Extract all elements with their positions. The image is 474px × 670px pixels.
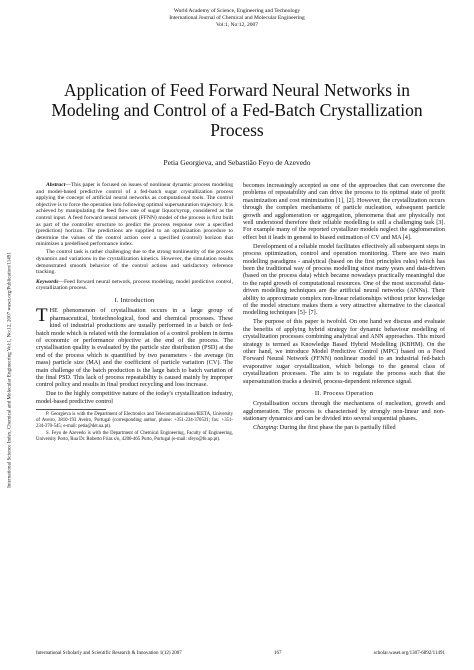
footer-url: scholar.waset.org/1307-6892/11491 [373, 651, 445, 656]
page-number: 167 [273, 651, 282, 656]
body-paragraph-4: Crystallisation occurs through the mechanisms of nucleation, growth and agglomeration. The process is characterised by strongly non-linear and non-stationary dynamics and can be divided into several sequential phases. [243, 400, 445, 423]
side-watermark-text: International Science Index, Chemical and Molecular Engineering Vol:1, No:12, 2007 waset.org/Publication/11491 [7, 252, 13, 488]
journal-subtitle: International Journal of Chemical and Molecular Engineering [169, 15, 305, 21]
intro-paragraph-1 [36, 307, 233, 388]
footer-journal: International Scholarly and Scientific Research & Innovation 1(12) 2007 [36, 651, 182, 656]
keywords [36, 279, 233, 292]
journal-header [0, 8, 474, 29]
drop-cap: T [36, 305, 48, 327]
page-footer [36, 651, 445, 656]
paper-title: Application of Feed Forward Neural Networks in Modeling and Control of a Fed-Batch Crystallization Process [51, 80, 423, 140]
footnote-divider [36, 409, 106, 410]
keywords-label: Keywords [36, 278, 59, 285]
journal-volume: Vol:1, No:12, 2007 [215, 22, 259, 28]
body-paragraph-3: The purpose of this paper is twofold. On one hand we discuss and evaluate the benefits of applying hybrid strategy for dynamic behaviour modelling of crystallization processes combining analytical and ANN approaches. This mixed strategy is termed as Knowledge Based Hybrid Modelling (KBHM). On the other hand, we introduce Model Predictive Control (MPC) based on a Feed Forward Neural Network (FFNN) nonlinear model to an industrial fed-batch evaporative sugar crystallization, which belongs to the general class of crystallization processes. The aim is to regulate the process such that the supersaturation tracks a desired, process-dependent reference signal. [243, 318, 445, 385]
journal-name: World Academy of Science, Engineering and Technology [173, 8, 301, 14]
footnote-2: S. Feyo de Azevedo is with the Department of Chemical Engineering, Faculty of Engineering, University Porto, Rua Dr. Roberto Frias s/n, 4200-465 Porto, Portugal (e-mail: sfeyo@fe.up.pt). [36, 431, 233, 442]
paper-authors: Petia Georgieva, and Sebastião Feyo de Azevedo [163, 158, 311, 167]
abstract [36, 182, 233, 248]
body-paragraph-5-text: : During the first phase the pan is partially filled [276, 424, 396, 432]
side-watermark [6, 100, 14, 640]
footnote-1: P. Georgieva is with the Department of Electronics and Telecommunications/IEETA, University of Aveiro, 3810-193 Aveiro, Portugal (corresponding author, phone: +351-234-370531; fax: +351-234-370-545; e-mail: petia@det.ua.pt). [36, 412, 233, 429]
charging-label: Charging [253, 424, 277, 432]
body-paragraph-5 [243, 424, 445, 431]
body-paragraph-1: becomes increasingly accepted as one of the approaches that can overcome the problems of repeatability and can drive the process to its optimal state of profit maximization and cost minimization [1], [2]. However, the crystallization occurs through the complex mechanisms of particle nucleation, subsequent particle growth and agglomeration or aggregation, phenomena that are physically not well understood therefore their reliable modelling is still a challenging task [3]. For example many of the reported crystallizer models neglect the agglomeration effect but it leads in general to biased estimation of CV and MA [4]. [243, 182, 445, 241]
keywords-text: —Feed forward neural network, process modeling, model predictive control, crystallization process. [36, 278, 233, 292]
abstract-text-2: The control task is rather challenging due to the strong nonlinearity of the process dynamics and variations in the crystallization kinetics. However, the simulation results demonstrated smooth behavior of the control actions and satisfactory reference tracking. [36, 249, 233, 276]
intro-paragraph-2: Due to the highly competitive nature of the today's crystallization industry, model-based predictive control [36, 390, 233, 405]
section-heading-process-operation: II. Process Operation [314, 389, 374, 397]
section-heading-introduction: I. Introduction [114, 297, 155, 304]
intro-paragraph-1-text: HE phenomenon of crystallisation occurs in a large group of pharmaceutical, biotechnological, food and chemical processes. These kind of industrial productions are usually performed in a batch or fed-batch mode which is related with the formulation of a control problem in terms of economic or performance objective at the end of the process. The crystallisation quality is evaluated by the particle size distribution (PSD) at the end of the process which is quantified by two parameters - the average (in mass) particle size (MA) and the coefficient of particle variation (CV). The main challenge of the batch production is the large batch to batch variation of the final PSD. This lack of process repeatability is caused mainly by improper control policy and results in final product recycling and loss increase. [36, 307, 233, 389]
abstract-label: Abstract [46, 182, 66, 188]
left-column [36, 182, 233, 444]
abstract-text: —This paper is focused on issues of nonlinear dynamic process modeling and model-based predictive control of a fed-batch sugar crystallization process applying the concept of artificial neural networks as computational tools. The control objective is to force the operation into following optimal supersaturation trajectory. It is achieved by manipulating the feed flow rate of sugar liquor/syrup, considered as the control input. A feed forward neural network (FFNN) model of the process is first built as part of the controller structure to predict the process response over a specified (prediction) horizon. The predictions are supplied to an optimization procedure to determine the values of the control action over a specified (control) horizon that minimizes a predefined performance index. [36, 182, 233, 248]
body-paragraph-2: Development of a reliable model facilitates effectively all subsequent steps in process optimization, control and operation monitoring. There are two main modelling paradigms - analytical (based on the first principles rules) which has been the traditional way of process modelling since many years and data-driven (based on the process data) which became nowadays practically meaningful due to the rapid growth of computational resources. One of the most successful data-driven modelling techniques are the artificial neural networks (ANNs). Their ability to approximate complex non-linear relationships without prior knowledge of the model structure makes them a very attractive alternative to the classical modelling techniques [5]- [7]. [243, 242, 445, 317]
right-column [243, 182, 445, 433]
